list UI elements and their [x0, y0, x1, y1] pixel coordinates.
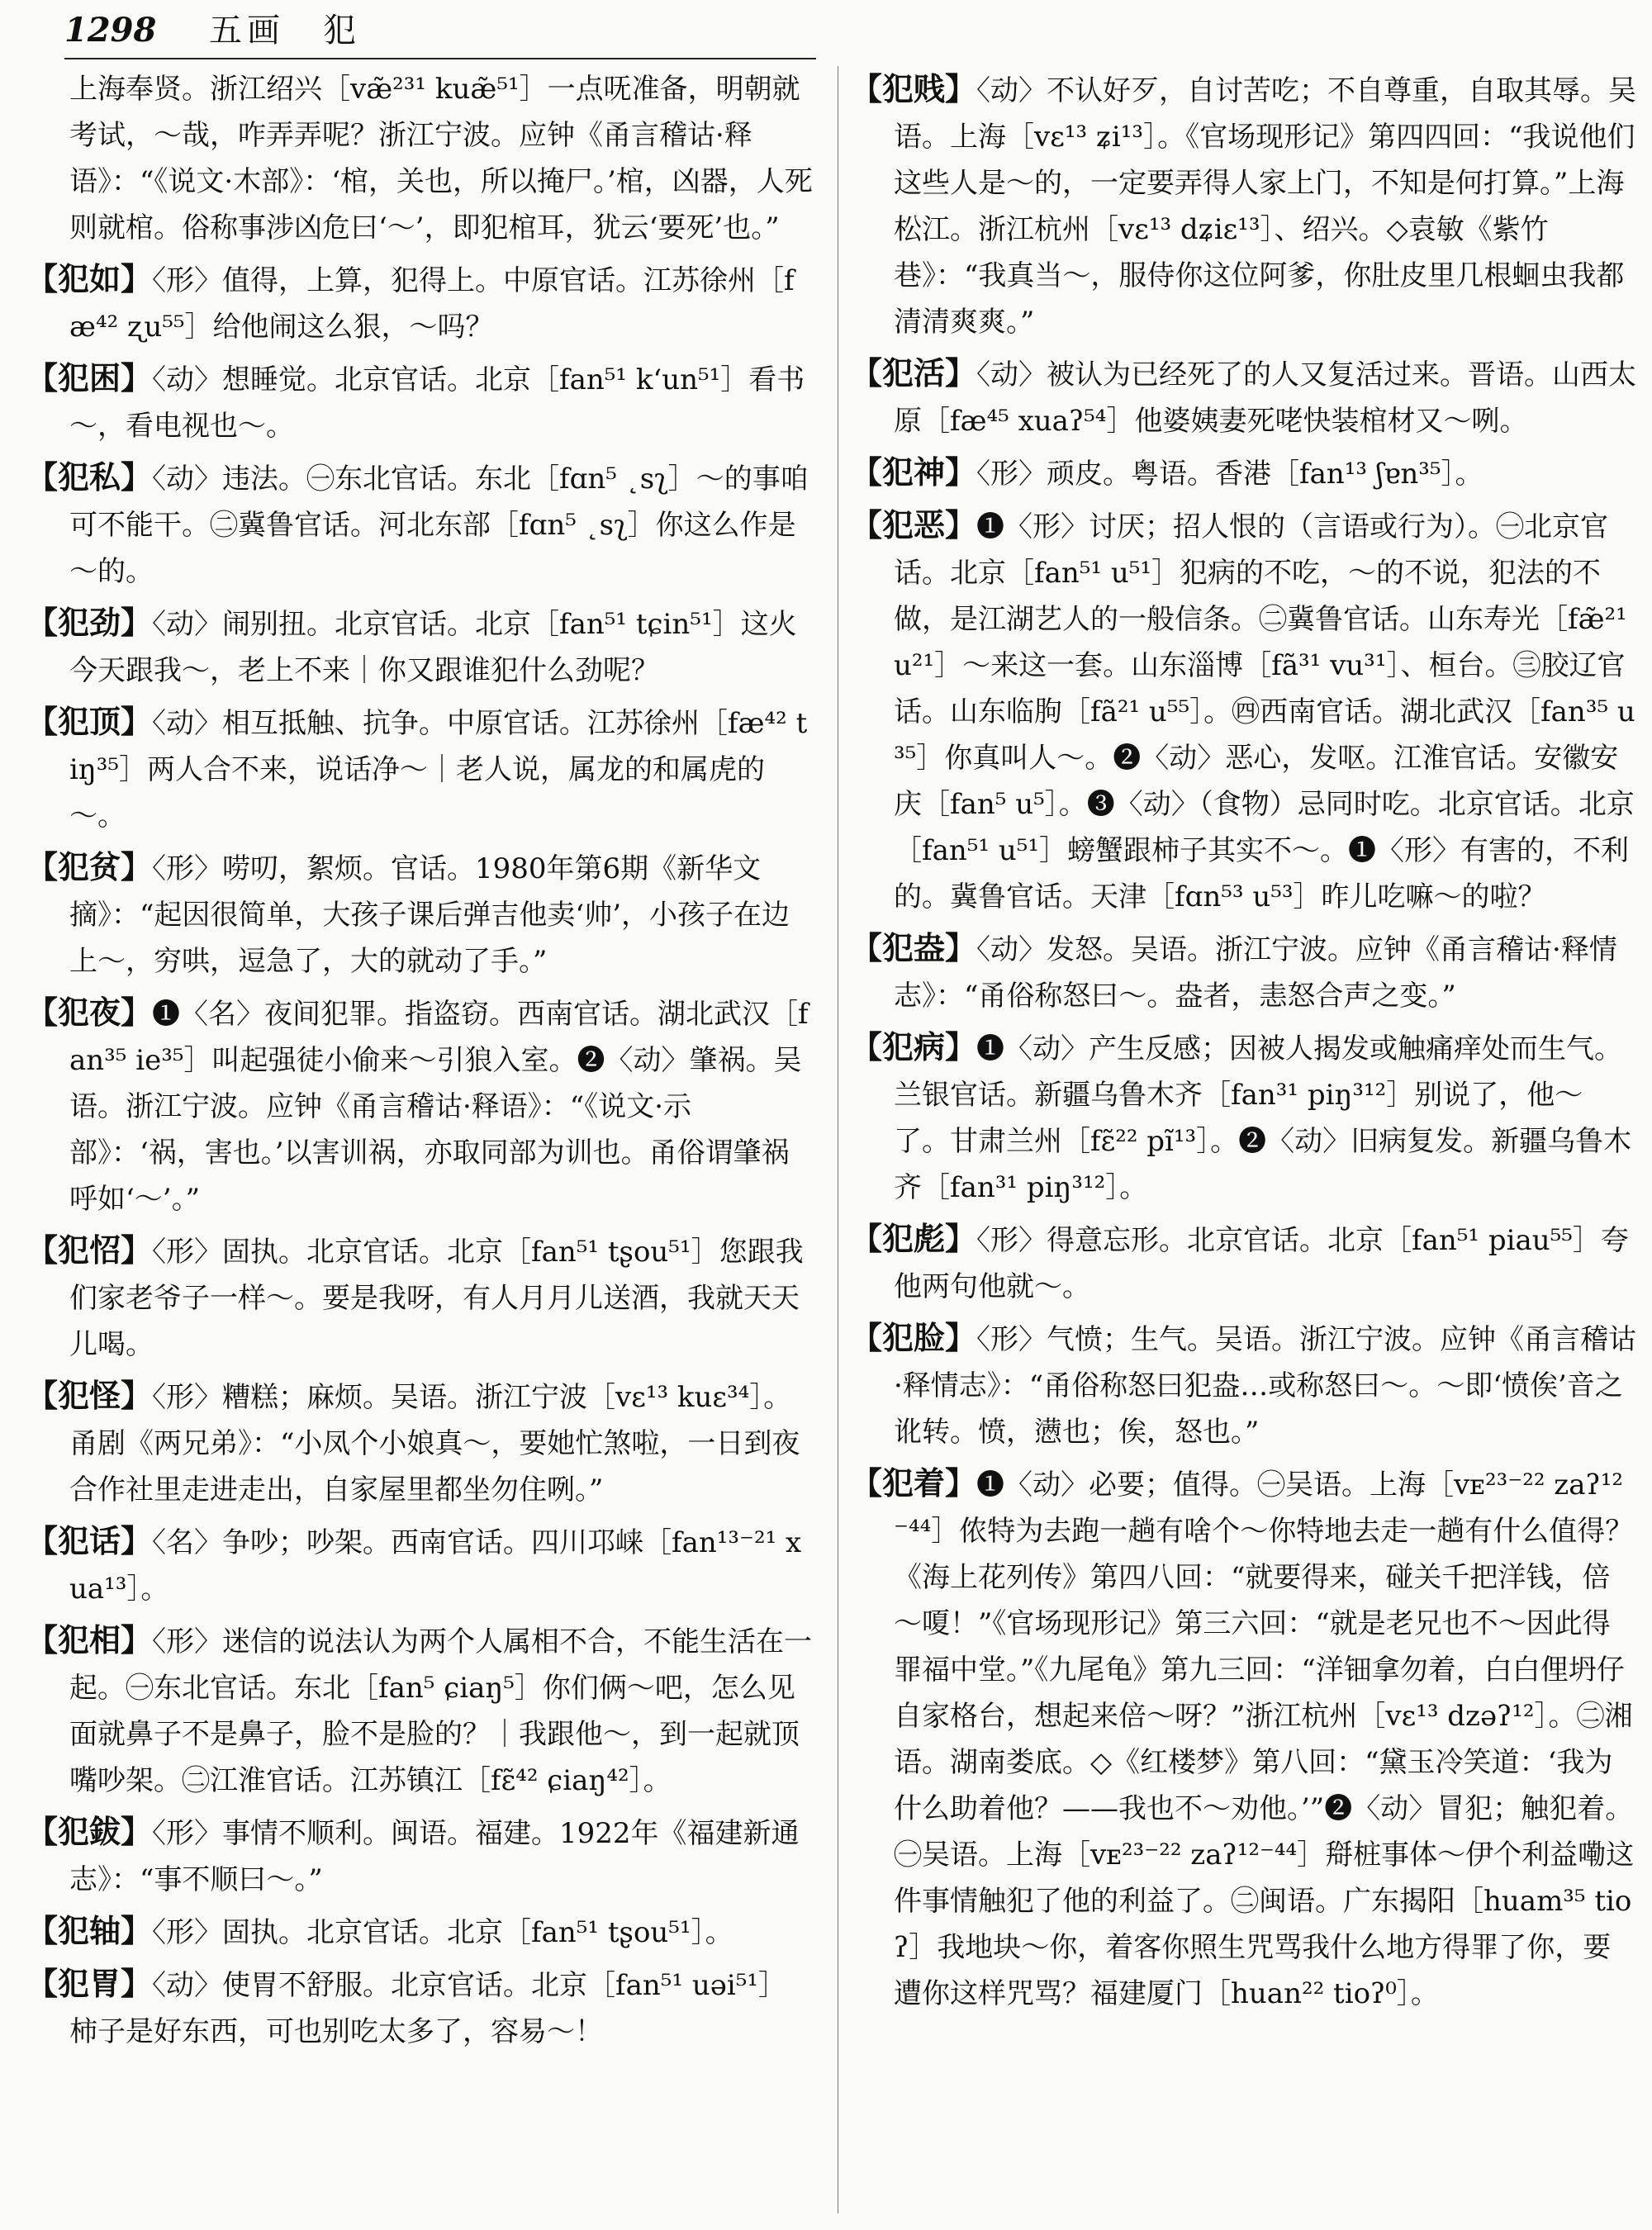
dictionary-entry: [851, 350, 1637, 444]
entry-definition: 〈形〉气愤；生气。吴语。浙江宁波。应钟《甬言稽诂·释情志》：“甬俗称怒曰犯盎…或称怒曰～。～即‘愤俟’音之讹转。愤，懑也；俟，怒也。”: [894, 1323, 1637, 1449]
entry-definition: 〈形〉固执。北京官话。北京［fan⁵¹ tʂou⁵¹］。: [152, 1916, 733, 1949]
section-title: 五画 犯: [209, 12, 361, 50]
right-column: [851, 66, 1637, 2022]
entry-headword: 【犯轴】: [26, 1912, 153, 1949]
entry-definition: 〈名〉争吵；吵架。西南官话。四川邛崃［fan¹³⁻²¹ xua¹³］。: [69, 1526, 802, 1606]
entry-headword: 【犯胃】: [26, 1965, 153, 2002]
dictionary-entry: [26, 256, 813, 350]
entry-headword: 【犯夜】: [26, 994, 153, 1031]
entry-headword: 【犯盎】: [851, 929, 977, 966]
entry-headword: 【犯相】: [26, 1621, 153, 1658]
entry-continuation: [26, 66, 813, 251]
entry-headword: 【犯活】: [851, 354, 977, 391]
dictionary-entry: [26, 1227, 813, 1368]
entry-headword: 【犯私】: [26, 458, 153, 496]
dictionary-entry: [851, 1315, 1637, 1455]
entry-headword: 【犯彪】: [851, 1220, 977, 1257]
entry-definition: 〈形〉固执。北京官话。北京［fan⁵¹ tʂou⁵¹］您跟我们家老爷子一样～。要是我呀，有人月月儿送酒，我就天天儿喝。: [69, 1236, 804, 1361]
entry-definition: 〈动〉发怒。吴语。浙江宁波。应钟《甬言稽诂·释情志》：“甬俗称怒曰～。盎者，恚怒合声之变。”: [894, 933, 1617, 1013]
entry-definition: 〈动〉相互抵触、抗争。中原官话。江苏徐州［fæ⁴² tiŋ³⁵］两人合不来，说话净～｜老人说，属龙的和属虎的～。: [69, 707, 808, 833]
entry-definition: ❶〈形〉讨厌；招人恨的（言语或行为）。㊀北京官话。北京［fan⁵¹ u⁵¹］犯病的不吃，～的不说，犯法的不做，是江湖艺人的一般信条。㊁冀鲁官话。山东寿光［fæ̃²¹ u²¹］～来这一套。山东淄博［fã³¹ vu³¹］、桓台。㊂胶辽官话。山东临朐［fã²¹ u⁵⁵］。㊃西南官话。湖北武汉［fan³⁵ u³⁵］你真叫人～。❷〈动〉恶心，发呕。江淮官话。安徽安庆［fan⁵ u⁵］。❸〈动〉（食物）忌同时吃。北京官话。北京［fan⁵¹ u⁵¹］螃蟹跟柿子其实不～。❶〈形〉有害的，不利的。冀鲁官话。天津［fɑn⁵³ u⁵³］昨儿吃嘛～的啦？: [894, 510, 1635, 913]
entry-definition: 〈形〉唠叨，絮烦。官话。1980年第6期《新华文摘》：“起因很简单，大孩子课后弹吉他卖‘帅’，小孩子在边上～，穷哄，逗急了，大的就动了手。”: [69, 852, 790, 978]
entry-headword: 【犯神】: [851, 453, 977, 491]
entry-headword: 【犯贱】: [851, 70, 977, 107]
entry-headword: 【犯着】: [851, 1464, 977, 1502]
dictionary-entry: [26, 454, 813, 595]
dictionary-entry: [26, 989, 813, 1222]
dictionary-entry: [851, 1024, 1637, 1211]
entry-headword: 【犯鈸】: [26, 1813, 153, 1850]
left-column: [26, 66, 813, 2060]
entry-headword: 【犯贫】: [26, 848, 153, 885]
entry-headword: 【犯劲】: [26, 604, 153, 641]
entry-definition: 〈动〉想睡觉。北京官话。北京［fan⁵¹ k‘un⁵¹］看书～，看电视也～。: [69, 363, 805, 443]
dictionary-entry: [851, 1216, 1637, 1310]
dictionary-entry: [26, 699, 813, 839]
entry-headword: 【犯话】: [26, 1522, 153, 1559]
entry-definition: 〈形〉事情不顺利。闽语。福建。1922年《福建新通志》：“事不顺曰～。”: [69, 1817, 800, 1896]
entry-headword: 【犯如】: [26, 260, 153, 297]
entry-definition: 〈动〉违法。㊀东北官话。东北［fɑn⁵ ˛sʅ］～的事咱可不能干。㊁冀鲁官话。河北东部［fɑn⁵ ˛sʅ］你这么作是～的。: [69, 463, 809, 588]
dictionary-entry: [26, 844, 813, 985]
dictionary-entry: [26, 1961, 813, 2055]
dictionary-entry: [26, 1617, 813, 1804]
entry-headword: 【犯怪】: [26, 1377, 153, 1414]
page-number: 1298: [64, 11, 157, 50]
entry-definition: 〈形〉糟糕；麻烦。吴语。浙江宁波［vɛ¹³ kuɛ³⁴］。甬剧《两兄弟》：“小凤个小娘真～，要她忙煞啦，一日到夜合作社里走进走出，自家屋里都坐勿住咧。”: [69, 1381, 800, 1506]
entry-headword: 【犯病】: [851, 1028, 977, 1065]
entry-definition: 〈动〉闹别扭。北京官话。北京［fan⁵¹ tɕin⁵¹］这火今天跟我～，老上不来｜你又跟谁犯什么劲呢？: [69, 608, 797, 687]
dictionary-entry: [851, 502, 1637, 920]
dictionary-entry: [851, 925, 1637, 1019]
dictionary-entry: [26, 1809, 813, 1903]
entry-definition: 〈形〉得意忘形。北京官话。北京［fan⁵¹ piau⁵⁵］夸他两句他就～。: [894, 1224, 1629, 1303]
entry-definition: 〈形〉值得，上算，犯得上。中原官话。江苏徐州［fæ⁴² ʐu⁵⁵］给他闹这么狠，～吗？: [69, 264, 795, 344]
entry-definition: 〈动〉使胃不舒服。北京官话。北京［fan⁵¹ uəi⁵¹］柿子是好东西，可也别吃太多了，容易～！: [69, 1969, 786, 2048]
dictionary-entry: [851, 1460, 1637, 2017]
dictionary-entry: [26, 600, 813, 694]
entry-headword: 【犯恶】: [851, 506, 977, 543]
page-header: [64, 10, 1601, 51]
entry-headword: 【犯困】: [26, 359, 153, 396]
entry-definition: ❶〈动〉必要；值得。㊀吴语。上海［vᴇ²³⁻²² zaʔ¹²⁻⁴⁴］侬特为去跑一趟有啥个～你特地去走一趟有什么值得？《海上花列传》第四八回：“就要得来，碰关千把洋钱，倍～嗄！”《官场现形记》第三六回：“就是老兄也不～因此得罪福中堂。”《九尾龟》第九三回：“洋钿拿勿着，白白俚坍仔自家格台，想起来倍～呀？”浙江杭州［vɛ¹³ dzəʔ¹²］。㊁湘语。湖南娄底。◇《红楼梦》第八回：“黛玉冷笑道：‘我为什么助着他？——我也不～劝他。’”❷〈动〉冒犯；触犯着。㊀吴语。上海［vᴇ²³⁻²² zaʔ¹²⁻⁴⁴］搿桩事体～伊个利益嘞这件事情触犯了他的利益了。㊁闽语。广东揭阳［huam³⁵ tioʔ］我地块～你，着客你照生咒骂我什么地方得罪了你，要遭你这样咒骂？福建厦门［huan²² tioʔ⁰］。: [894, 1468, 1635, 2010]
dictionary-entry: [26, 1373, 813, 1513]
dictionary-entry: [26, 1908, 813, 1956]
entry-definition: 〈形〉迷信的说法认为两个人属相不合，不能生活在一起。㊀东北官话。东北［fan⁵ ɕiaŋ⁵］你们俩～吧，怎么见面就鼻子不是鼻子，脸不是脸的？｜我跟他～，到一起就顶嘴吵架。㊁江淮官话。江苏镇江［fɛ̃⁴² ɕiaŋ⁴²］。: [69, 1625, 813, 1797]
dictionary-entry: [851, 66, 1637, 345]
entry-headword: 【犯怊】: [26, 1231, 153, 1269]
entry-definition: ❶〈名〉夜间犯罪。指盗窃。西南官话。湖北武汉［fan³⁵ ie³⁵］叫起强徒小偷来～引狼入室。❷〈动〉肇祸。吴语。浙江宁波。应钟《甬言稽诂·释语》：“《说文·示部》：‘祸，害也。’以害训祸，亦取同部为训也。甬俗谓肇祸呼如‘～’。”: [69, 998, 809, 1216]
dictionary-entry: [851, 449, 1637, 497]
dictionary-entry: [26, 355, 813, 449]
entry-definition: 上海奉贤。浙江绍兴［væ̃²³¹ kuæ̃⁵¹］一点呒准备，明朝就考试，～哉，咋弄弄呢？浙江宁波。应钟《甬言稽诂·释语》：“《说文·木部》：‘棺，关也，所以掩尸。’棺，凶器，人死则就棺。俗称事涉凶危曰‘～’，即犯棺耳，犹云‘要死’也。”: [69, 73, 813, 244]
header-rule: [64, 58, 816, 59]
entry-definition: 〈动〉被认为已经死了的人又复活过来。晋语。山西太原［fæ⁴⁵ xuaʔ⁵⁴］他婆姨妻死咾快装棺材又～咧。: [894, 358, 1637, 438]
entry-headword: 【犯顶】: [26, 703, 153, 740]
entry-definition: 〈动〉不认好歹，自讨苦吃；不自尊重，自取其辱。吴语。上海［vɛ¹³ ʑi¹³］。《官场现形记》第四四回：“我说他们这些人是～的，一定要弄得人家上门，不知是何打算。”上海松江。浙江杭州［vɛ¹³ dʑiɛ¹³］、绍兴。◇袁敏《紫竹巷》：“我真当～，服侍你这位阿爹，你肚皮里几根蛔虫我都清清爽爽。”: [894, 74, 1637, 339]
entry-definition: ❶〈动〉产生反感；因被人揭发或触痛痒处而生气。兰银官话。新疆乌鲁木齐［fan³¹ piŋ³¹²］别说了，他～了。甘肃兰州［fɛ̃²² pĩ¹³］。❷〈动〉旧病复发。新疆乌鲁木齐［fan³¹ piŋ³¹²］。: [894, 1032, 1632, 1204]
entry-definition: 〈形〉顽皮。粤语。香港［fan¹³ ʃɐn³⁵］。: [976, 458, 1483, 491]
entry-headword: 【犯脸】: [851, 1319, 977, 1356]
dictionary-entry: [26, 1518, 813, 1612]
